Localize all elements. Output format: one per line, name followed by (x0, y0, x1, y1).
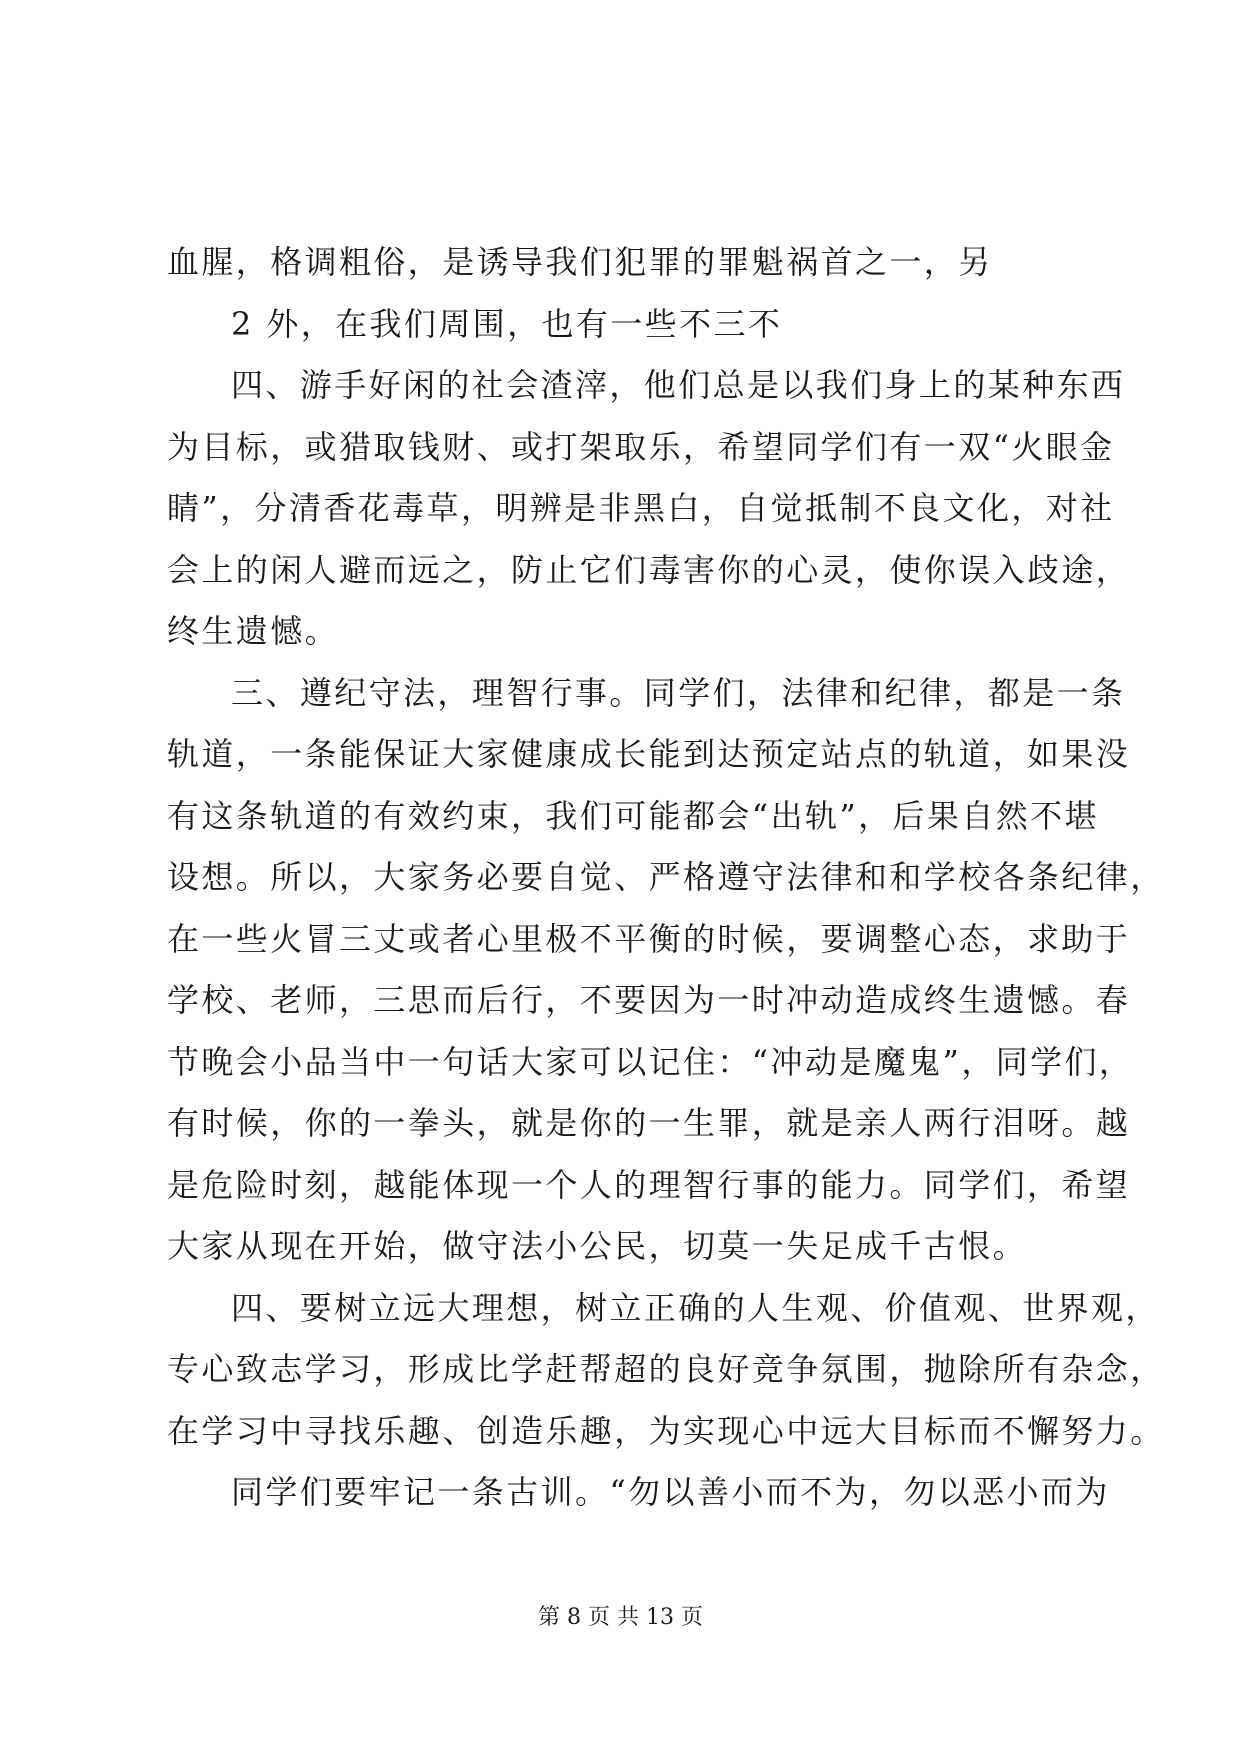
text-line: 学校、老师，三思而后行，不要因为一时冲动造成终生遗憾。春 (167, 981, 1131, 1019)
text-line: 专心致志学习，形成比学赶帮超的良好竞争氛围，抛除所有杂念， (167, 1350, 1165, 1388)
text-line: 为目标，或猎取钱财、或打架取乐，希望同学们有一双“火眼金 (167, 427, 1115, 466)
text-line: 三、遵纪守法，理智行事。同学们，法律和纪律，都是一条 (231, 673, 1126, 712)
text-line: 四、要树立远大理想，树立正确的人生观、价值观、世界观， (231, 1288, 1160, 1327)
text-line: 四、游手好闲的社会渣滓，他们总是以我们身上的某种东西 (231, 366, 1126, 404)
body-text (167, 232, 1165, 1524)
text-line: 在学习中寻找乐趣、创造乐趣，为实现心中远大目标而不懈努力。 (167, 1411, 1165, 1450)
text-line: 2 外，在我们周围，也有一些不三不 (231, 304, 783, 343)
text-line: 设想。所以，大家务必要自觉、严格遵守法律和和学校各条纪律， (167, 858, 1165, 896)
text-line: 同学们要牢记一条古训。“勿以善小而不为，勿以恶小而为 (231, 1473, 1110, 1511)
text-line: 会上的闲人避而远之，防止它们毒害你的心灵，使你误入歧途， (167, 550, 1131, 589)
text-line: 在一些火冒三丈或者心里极不平衡的时候，要调整心态，求助于 (167, 919, 1131, 958)
text-line: 节晚会小品当中一句话大家可以记住：“冲动是魔鬼”，同学们， (167, 1042, 1134, 1081)
text-line: 睛”，分清香花毒草，明辨是非黑白，自觉抵制不良文化，对社 (167, 489, 1115, 527)
text-line: 大家从现在开始，做守法小公民，切莫一失足成千古恨。 (167, 1227, 1028, 1265)
text-line: 是危险时刻，越能体现一个人的理智行事的能力。同学们，希望 (167, 1165, 1131, 1204)
page-number-footer: 第 8 页 共 13 页 (538, 1605, 703, 1630)
text-line: 轨道，一条能保证大家健康成长能到达预定站点的轨道，如果没 (167, 735, 1131, 773)
text-line: 终生遗憾。 (167, 612, 340, 650)
text-line: 有时候，你的一拳头，就是你的一生罪，就是亲人两行泪呀。越 (167, 1104, 1131, 1142)
text-line: 血腥，格调粗俗，是诱导我们犯罪的罪魁祸首之一，另 (167, 243, 993, 281)
text-line: 有这条轨道的有效约束，我们可能都会“出轨”，后果自然不堪 (167, 796, 1099, 835)
